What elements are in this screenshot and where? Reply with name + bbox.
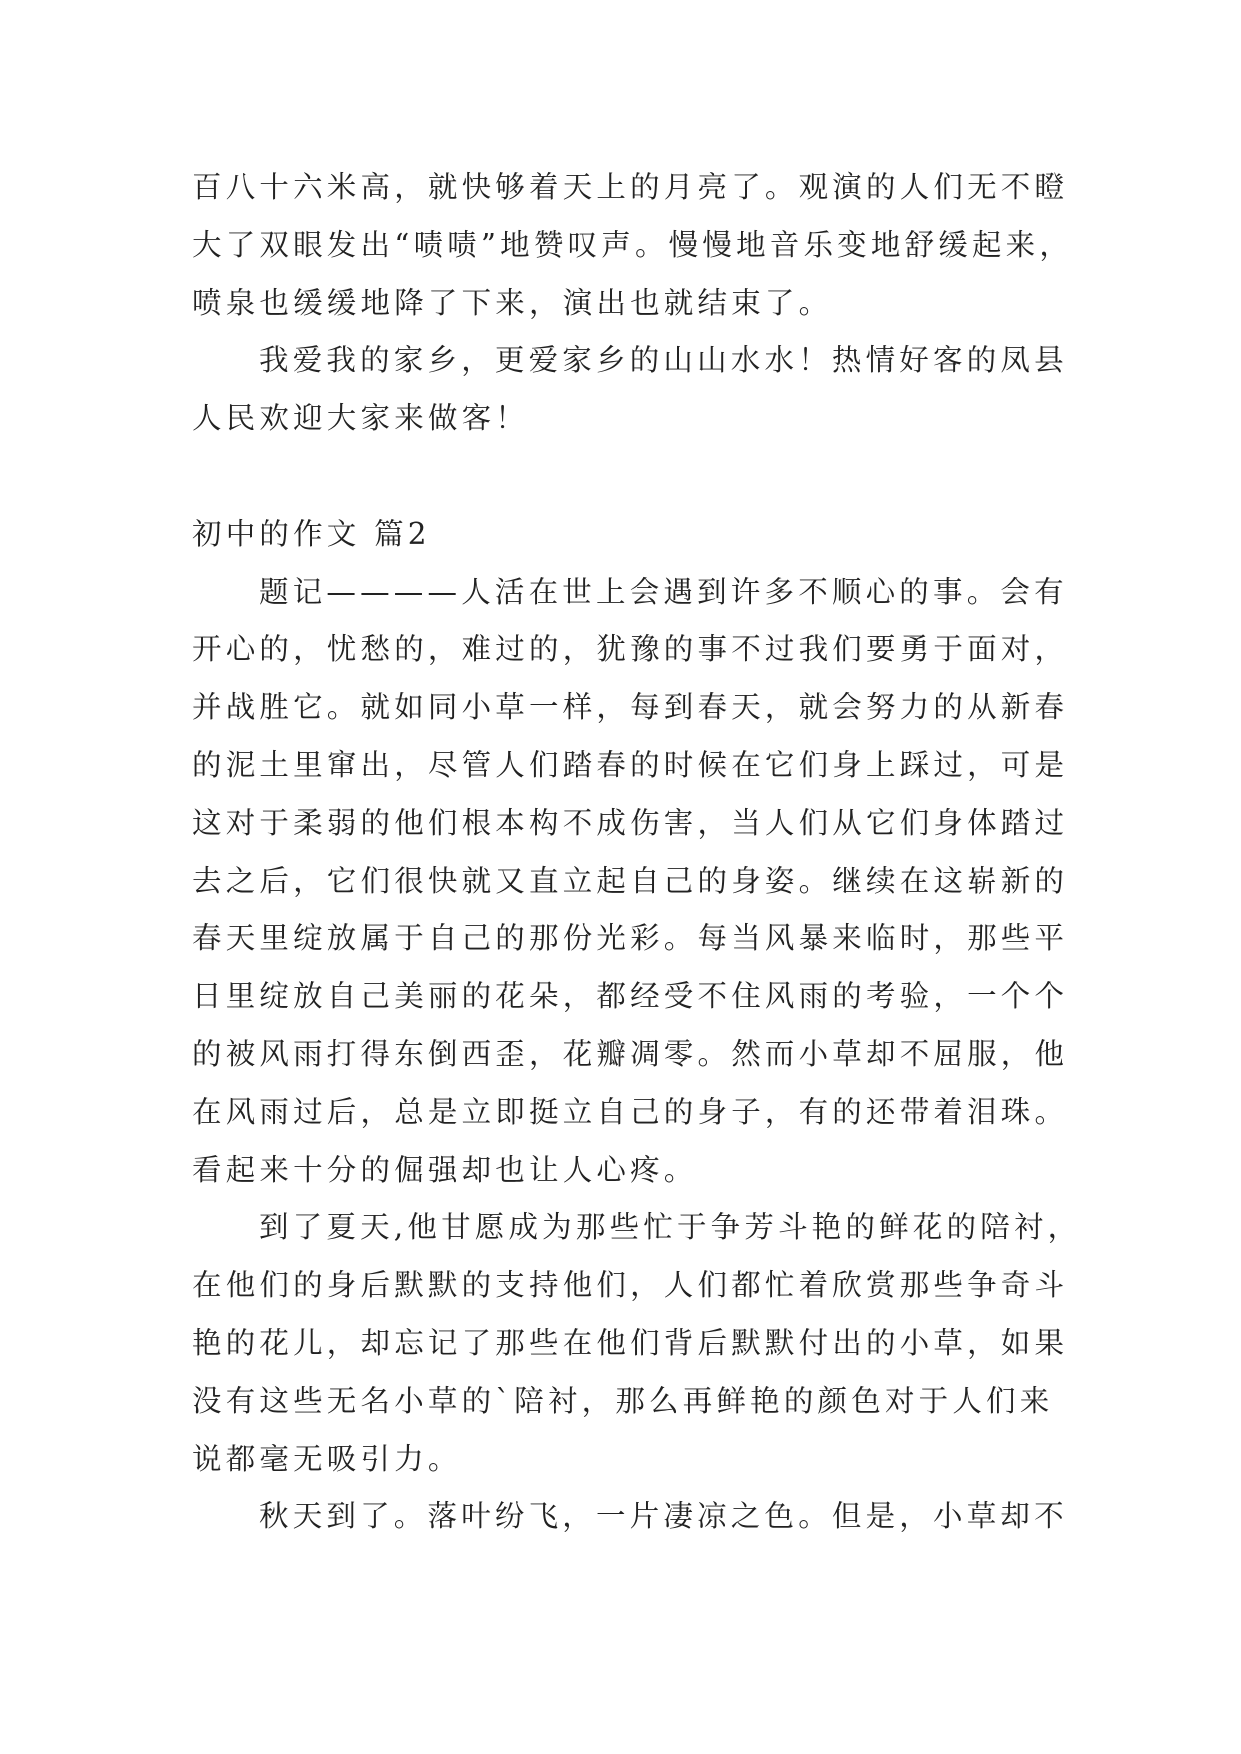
- document-body: [192, 159, 1082, 1546]
- paragraph-line: 这对于柔弱的他们根本构不成伤害，当人们从它们身体踏过: [192, 805, 1069, 840]
- paragraph-line: 喷泉也缓缓地降了下来，演出也就结束了。: [192, 285, 833, 320]
- paragraph-line: 去之后，它们很快就又直立起自己的身姿。继续在这崭新的: [192, 863, 1069, 898]
- paragraph-line: 日里绽放自己美丽的花朵，都经受不住风雨的考验，一个个: [192, 979, 1069, 1014]
- section-title: 初中的作文 篇2: [192, 516, 431, 551]
- paragraph-summer: [192, 1199, 1082, 1488]
- paragraph-line: 的被风雨打得东倒西歪，花瓣凋零。然而小草却不屈服，他: [192, 1036, 1069, 1071]
- paragraph-line: 百八十六米高，就快够着天上的月亮了。观演的人们无不瞪: [192, 170, 1069, 204]
- paragraph-line: 到了夏天,他甘愿成为那些忙于争芳斗艳的鲜花的陪衬，: [259, 1210, 1082, 1245]
- paragraph-line: 没有这些无名小草的`陪衬，那么再鲜艳的颜色对于人们来: [192, 1383, 1054, 1418]
- paragraph-line: 说都毫无吸引力。: [192, 1441, 462, 1476]
- section-spacer: [192, 448, 1052, 506]
- paragraph-line: 在他们的身后默默的支持他们，人们都忙着欣赏那些争奇斗: [192, 1268, 1069, 1303]
- paragraph-line: 我爱我的家乡，更爱家乡的山山水水！热情好客的凤县: [259, 343, 1068, 378]
- paragraph-line: 并战胜它。就如同小草一样，每到春天，就会努力的从新春: [192, 690, 1069, 725]
- paragraph-autumn: [192, 1488, 1068, 1546]
- paragraph-line: 在风雨过后，总是立即挺立自己的身子，有的还带着泪珠。: [192, 1094, 1069, 1129]
- paragraph-line: 大了双眼发出“啧啧”地赞叹声。慢慢地音乐变地舒缓起来，: [192, 227, 1074, 262]
- paragraph-fountain-ending: [192, 159, 1074, 332]
- paragraph-epigraph: [192, 564, 1069, 1200]
- paragraph-line: 艳的花儿，却忘记了那些在他们背后默默付出的小草，如果: [192, 1325, 1069, 1360]
- paragraph-love-hometown: [192, 332, 1068, 448]
- paragraph-line: 春天里绽放属于自己的那份光彩。每当风暴来临时，那些平: [192, 921, 1069, 956]
- paragraph-line: 看起来十分的倔强却也让人心疼。: [192, 1152, 698, 1187]
- paragraph-line: 人民欢迎大家来做客！: [192, 401, 530, 436]
- paragraph-line: 题记————人活在世上会遇到许多不顺心的事。会有: [259, 574, 1068, 609]
- paragraph-line: 的泥土里窜出，尽管人们踏春的时候在它们身上踩过，可是: [192, 747, 1069, 782]
- paragraph-line: 开心的，忧愁的，难过的，犹豫的事不过我们要勇于面对，: [192, 632, 1069, 667]
- paragraph-line: 秋天到了。落叶纷飞，一片凄凉之色。但是，小草却不: [259, 1499, 1068, 1534]
